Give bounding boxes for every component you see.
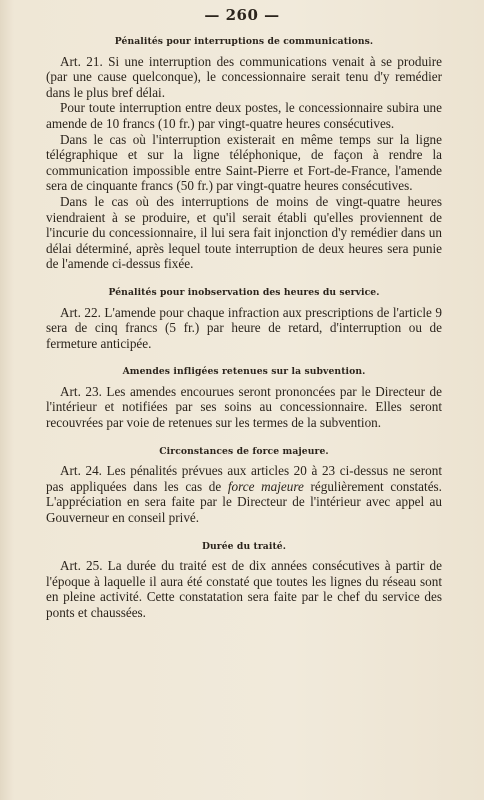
article-21-paragraph-2: Pour toute interruption entre deux postes, le concessionnaire subira une amende de 10 francs (10 fr.) par vingt-quatre heures consécutives. — [46, 100, 442, 131]
heading-inobservation: Pénalités pour inobservation des heures du service. — [108, 286, 380, 298]
article-22-paragraph: Art. 22. L'amende pour chaque infraction aux prescriptions de l'article 9 sera de cinq francs (5 fr.) par heure de retard, d'interruption ou de fermeture anticipée. — [46, 304, 442, 351]
article-21-paragraph: Art. 21. Si une interruption des communications venait à se produire (par une cause quelconque), le concessionnaire serait tenu d'y remédier dans le plus bref délai. — [46, 53, 442, 100]
heading-duree: Durée du traité. — [201, 540, 287, 552]
article-23-paragraph: Art. 23. Les amendes encourues seront prononcées par le Directeur de l'intérieur et notifiées par ses soins au concessionnaire. Elles seront recouvrées par voie de retenues sur les termes de la subvention. — [46, 383, 442, 431]
page-number: — 260 — — [204, 6, 280, 24]
page-content — [46, 34, 442, 621]
force-majeure-italic: force majeure — [227, 478, 304, 494]
heading-interruptions: Pénalités pour interruptions de communications. — [114, 36, 374, 47]
article-24-text-start: Art. 24. Les pénalités prévues aux articles 20 à 23 ci-dessus ne seront pas appliquées dans les cas de — [46, 463, 442, 494]
heading-force-majeure: Circonstances de force majeure. — [159, 445, 329, 457]
article-21-paragraph-3: Dans le cas où l'interruption existerait en même temps sur la ligne télégraphique et sur la ligne téléphonique, de façon à rendre la communication impossible entre Saint-Pierre et Fort-de-France, l'amende sera de cinquante francs (50 fr.) par vingt-quatre heures consécutives. — [46, 131, 442, 194]
article-21-paragraph-4: Dans le cas où des interruptions de moins de vingt-quatre heures viendraient à se produire, et qu'il serait établi qu'elles proviennent de l'incurie du concessionnaire, il lui sera fait injonction d'y remédier dans un délai déterminé, après lequel toute interruption de deux heures sera punie de l'amende ci-dessus fixée. — [46, 193, 442, 272]
heading-amendes: Amendes infligées retenues sur la subvention. — [122, 366, 366, 378]
article-24-text-end: régulièrement constatés. L'appréciation en sera faite par le Directeur de l'intérieur avec appel au Gouverneur en conseil privé. — [46, 478, 442, 526]
article-24-paragraph — [46, 463, 442, 525]
article-25-paragraph: Art. 25. La durée du traité est de dix années consécutives à partir de l'époque à laquelle il aura été constaté que toutes les lignes du réseau sont en pleine activité. Cette constatation sera faite par le chef du service des ponts et chaussées. — [46, 558, 442, 620]
